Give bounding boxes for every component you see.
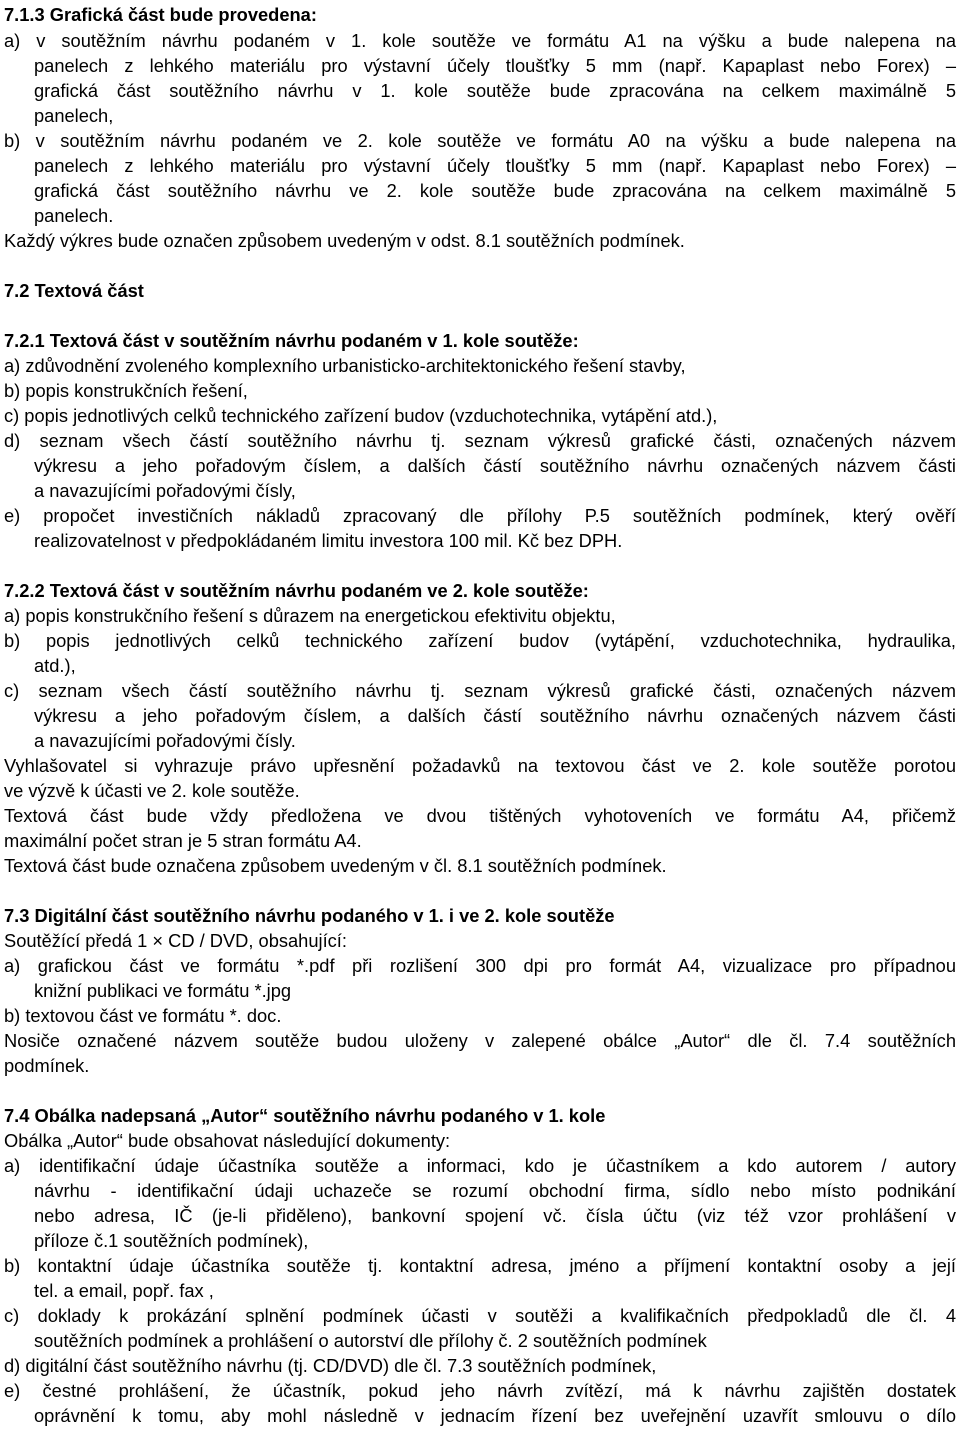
list-item-c: c) doklady k prokázání splnění podmínek účasti v soutěži a kvalifikačních předpokladů dle čl. 4 [4, 1305, 956, 1326]
text-line: výkresu a jeho pořadovým číslem, a dalších částí soutěžního návrhu označených názvem části [34, 455, 956, 476]
text-line: panelech z lehkého materiálu pro výstavní účely tloušťky 5 mm (např. Kapaplast nebo Forex) – [34, 55, 956, 76]
paragraph-line: Textová část bude vždy předložena ve dvou tištěných vyhotoveních ve formátu A4, přičemž [4, 805, 956, 826]
paragraph-line: Soutěžící předá 1 × CD / DVD, obsahující: [4, 930, 347, 951]
text-line: grafická část soutěžního návrhu v 1. kole soutěže bude zpracována na celkem maximálně 5 [34, 80, 956, 101]
text-line: a navazujícími pořadovými čísly, [34, 480, 296, 501]
paragraph-line: Nosiče označené názvem soutěže budou uloženy v zalepené obálce „Autor“ dle čl. 7.4 soutěžních [4, 1030, 956, 1051]
text-line: knižní publikaci ve formátu *.jpg [34, 980, 292, 1001]
section-heading-7-1-3: 7.1.3 Grafická část bude provedena: [4, 4, 317, 25]
section-heading-7-2-1: 7.2.1 Textová část v soutěžním návrhu podaném v 1. kole soutěže: [4, 330, 579, 351]
text-line: návrhu - identifikační údaji uchazeče se rozumí obchodní firma, sídlo nebo místo podnikání [34, 1180, 956, 1201]
list-item-d: d) seznam všech částí soutěžního návrhu tj. seznam výkresů grafické části, označených názvem [4, 430, 956, 451]
list-item-a: a) grafickou část ve formátu *.pdf při rozlišení 300 dpi pro formát A4, vizualizace pro případnou [4, 955, 956, 976]
text-line: panelech, [34, 105, 114, 126]
text-line: grafická část soutěžního návrhu ve 2. kole soutěže bude zpracována na celkem maximálně 5 [34, 180, 956, 201]
text-line: atd.), [34, 655, 76, 676]
text-line: výkresu a jeho pořadovým číslem, a dalších částí soutěžního návrhu označených názvem části [34, 705, 956, 726]
text-line: nebo adresa, IČ (je-li přiděleno), bankovní spojení vč. čísla účtu (viz též vzor prohlášení v [34, 1205, 956, 1226]
text-line: oprávnění k tomu, aby mohl následně v jednacím řízení bez uveřejnění uzavřít smlouvu o dílo [34, 1405, 956, 1426]
list-item-b: b) textovou část ve formátu *. doc. [4, 1005, 282, 1026]
list-item-d: d) digitální část soutěžního návrhu (tj. CD/DVD) dle čl. 7.3 soutěžních podmínek, [4, 1355, 657, 1376]
text-line: soutěžních podmínek a prohlášení o autorství dle přílohy č. 2 soutěžních podmínek [34, 1330, 707, 1351]
paragraph-line: Obálka „Autor“ bude obsahovat následující dokumenty: [4, 1130, 451, 1151]
paragraph-line: maximální počet stran je 5 stran formátu A4. [4, 830, 362, 851]
text-line: panelech. [34, 205, 114, 226]
list-item-c: c) seznam všech částí soutěžního návrhu tj. seznam výkresů grafické části, označených názvem [4, 680, 956, 701]
section-heading-7-3: 7.3 Digitální část soutěžního návrhu podaného v 1. i ve 2. kole soutěže [4, 905, 615, 926]
list-item-b: b) kontaktní údaje účastníka soutěže tj. kontaktní adresa, jméno a příjmení kontaktní osoby a její [4, 1255, 956, 1276]
text-line: panelech z lehkého materiálu pro výstavní účely tloušťky 5 mm (např. Kapaplast nebo Forex) – [34, 155, 956, 176]
paragraph-line: Vyhlašovatel si vyhrazuje právo upřesnění požadavků na textovou část ve 2. kole soutěže porotou [4, 755, 956, 776]
text-line: příloze č.1 soutěžních podmínek), [34, 1230, 309, 1251]
list-item-e: e) čestné prohlášení, že účastník, pokud jeho návrh zvítězí, má k návrhu zajištěn dostatek [4, 1380, 956, 1401]
list-item-e: e) propočet investičních nákladů zpracovaný dle přílohy P.5 soutěžních podmínek, který ověří [4, 505, 956, 526]
list-item-a: a) identifikační údaje účastníka soutěže a informaci, kdo je účastníkem a kdo autorem / autory [4, 1155, 956, 1176]
list-item-a: a) popis konstrukčního řešení s důrazem na energetickou efektivitu objektu, [4, 605, 616, 626]
section-heading-7-2: 7.2 Textová část [4, 280, 144, 301]
list-item-a: a) v soutěžním návrhu podaném v 1. kole soutěže ve formátu A1 na výšku a bude nalepena na [4, 30, 956, 51]
list-item-a: a) zdůvodnění zvoleného komplexního urbanisticko-architektonického řešení stavby, [4, 355, 686, 376]
list-item-b: b) popis jednotlivých celků technického zařízení budov (vytápění, vzduchotechnika, hydraulika, [4, 630, 956, 651]
list-item-c: c) popis jednotlivých celků technického zařízení budov (vzduchotechnika, vytápění atd.), [4, 405, 718, 426]
paragraph-line: podmínek. [4, 1055, 90, 1076]
text-line: Každý výkres bude označen způsobem uvedeným v odst. 8.1 soutěžních podmínek. [4, 230, 685, 251]
section-heading-7-4: 7.4 Obálka nadepsaná „Autor“ soutěžního návrhu podaného v 1. kole [4, 1105, 606, 1126]
list-item-b: b) v soutěžním návrhu podaném ve 2. kole soutěže ve formátu A0 na výšku a bude nalepena na [4, 130, 956, 151]
paragraph-line: Textová část bude označena způsobem uvedeným v čl. 8.1 soutěžních podmínek. [4, 855, 667, 876]
text-line: a navazujícími pořadovými čísly. [34, 730, 296, 751]
list-item-b: b) popis konstrukčních řešení, [4, 380, 248, 401]
paragraph-line: ve výzvě k účasti ve 2. kole soutěže. [4, 780, 300, 801]
section-heading-7-2-2: 7.2.2 Textová část v soutěžním návrhu podaném ve 2. kole soutěže: [4, 580, 589, 601]
text-line: tel. a email, popř. fax , [34, 1280, 214, 1301]
text-line: realizovatelnost v předpokládaném limitu investora 100 mil. Kč bez DPH. [34, 530, 623, 551]
